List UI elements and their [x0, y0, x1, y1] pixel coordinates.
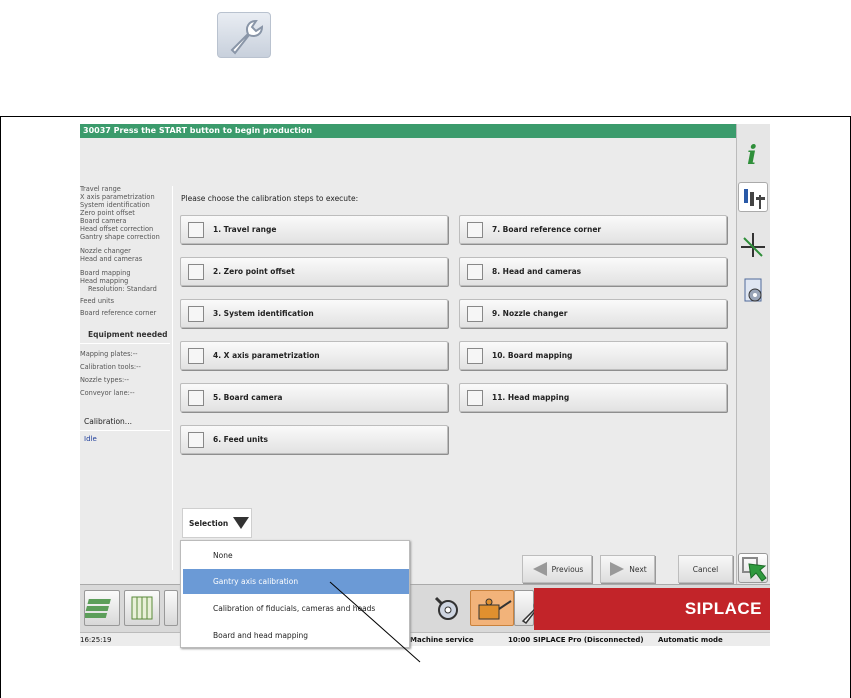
menu-item-gantry-axis-calibration[interactable]: Gantry axis calibration [183, 569, 409, 594]
calibration-state: Idle [84, 435, 97, 443]
svg-text:i: i [747, 141, 757, 168]
service-time: 10:00 [508, 636, 531, 644]
info-step: Head offset correction [80, 225, 154, 233]
menu-item-none[interactable]: None [213, 551, 233, 560]
info-step: Board camera [80, 217, 127, 225]
info-step: Board mapping [80, 269, 131, 277]
step-label: 7. Board reference corner [492, 225, 602, 234]
equipment-item: Calibration tools:-- [80, 363, 141, 371]
mode-status: Automatic mode [658, 636, 723, 644]
status-message: 30037 Press the START button to begin production [80, 124, 736, 138]
info-step: X axis parametrization [80, 193, 155, 201]
step-label: 4. X axis parametrization [213, 351, 320, 360]
step-label: 11. Head mapping [492, 393, 570, 402]
equipment-title: Equipment needed [88, 330, 168, 339]
equipment-item: Nozzle types:-- [80, 376, 130, 384]
info-step: Travel range [80, 185, 121, 193]
info-step: Gantry shape correction [80, 233, 160, 241]
step-label: 6. Feed units [213, 435, 268, 444]
info-step: Board reference corner [80, 309, 157, 317]
step-label: 9. Nozzle changer [492, 309, 568, 318]
info-step: Nozzle changer [80, 247, 131, 255]
siplace-logo: SIPLACE [534, 588, 770, 630]
selection-label: Selection [189, 518, 229, 528]
info-step: Feed units [80, 297, 115, 305]
clock: 16:25:19 [80, 636, 112, 644]
prompt-text: Please choose the calibration steps to execute: [181, 194, 359, 203]
step-label: 5. Board camera [213, 393, 283, 402]
info-resolution: Resolution: Standard [88, 285, 157, 293]
info-step: Head and cameras [80, 255, 143, 263]
step-label: 3. System identification [213, 309, 314, 318]
calibration-title: Calibration... [84, 417, 132, 426]
menu-item-fiducials-cameras-heads[interactable]: Calibration of fiducials, cameras and heads [213, 604, 376, 613]
equipment-item: Conveyor lane:-- [80, 389, 135, 397]
info-step: System identification [80, 201, 150, 209]
cancel-label: Cancel [692, 564, 719, 574]
step-label: 2. Zero point offset [213, 267, 295, 276]
step-label: 1. Travel range [213, 225, 277, 234]
connection-status: SIPLACE Pro (Disconnected) [533, 636, 644, 644]
equipment-item: Mapping plates:-- [80, 350, 138, 358]
info-step: Zero point offset [80, 209, 135, 217]
menu-item-board-and-head-mapping[interactable]: Board and head mapping [213, 631, 309, 640]
machine-service-label: Machine service [410, 636, 474, 644]
next-label: Next [629, 564, 647, 574]
step-label: 10. Board mapping [492, 351, 573, 360]
step-label: 8. Head and cameras [492, 267, 582, 276]
info-step: Head mapping [80, 277, 129, 285]
previous-label: Previous [551, 564, 584, 574]
